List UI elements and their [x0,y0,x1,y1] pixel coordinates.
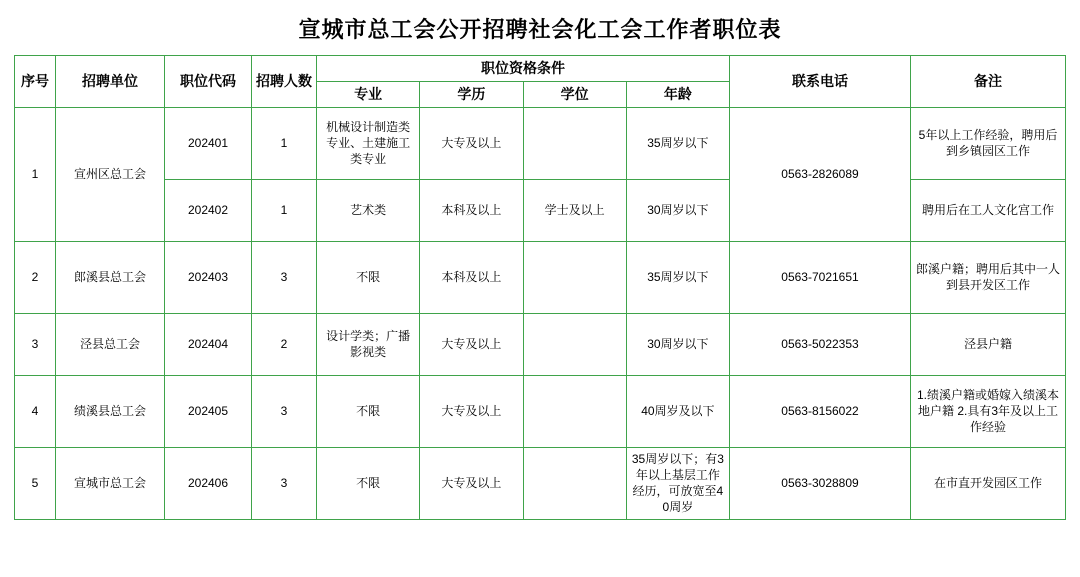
cell-seq: 4 [15,375,56,447]
cell-degree: 学士及以上 [523,179,626,241]
cell-code: 202401 [165,107,252,179]
cell-count: 3 [252,241,317,313]
cell-seq: 1 [15,107,56,241]
cell-unit: 泾县总工会 [56,313,165,375]
table-header [15,56,1066,108]
cell-remark: 5年以上工作经验，聘用后到乡镇园区工作 [911,107,1066,179]
cell-age: 35周岁以下 [626,241,729,313]
cell-count: 1 [252,179,317,241]
header-degree: 学位 [523,81,626,107]
cell-phone: 0563-2826089 [730,107,911,241]
table-row [15,107,1066,179]
table-row [15,447,1066,519]
cell-age: 30周岁以下 [626,179,729,241]
header-qualification-group: 职位资格条件 [317,56,730,82]
cell-degree [523,313,626,375]
cell-remark: 郎溪户籍；聘用后其中一人到县开发区工作 [911,241,1066,313]
cell-degree [523,447,626,519]
cell-major: 机械设计制造类专业、土建施工类专业 [317,107,420,179]
cell-education: 本科及以上 [420,241,523,313]
table-row [15,313,1066,375]
header-unit: 招聘单位 [56,56,165,108]
cell-phone: 0563-8156022 [730,375,911,447]
cell-remark: 在市直开发园区工作 [911,447,1066,519]
cell-code: 202402 [165,179,252,241]
cell-phone: 0563-3028809 [730,447,911,519]
cell-major: 艺术类 [317,179,420,241]
table-row [15,241,1066,313]
cell-remark: 聘用后在工人文化宫工作 [911,179,1066,241]
cell-major: 不限 [317,447,420,519]
cell-count: 3 [252,375,317,447]
job-positions-table [14,55,1066,520]
cell-age: 35周岁以下 [626,107,729,179]
cell-major: 设计学类；广播影视类 [317,313,420,375]
header-code: 职位代码 [165,56,252,108]
cell-count: 1 [252,107,317,179]
cell-phone: 0563-7021651 [730,241,911,313]
header-remark: 备注 [911,56,1066,108]
header-phone: 联系电话 [730,56,911,108]
cell-education: 大专及以上 [420,447,523,519]
header-count: 招聘人数 [252,56,317,108]
cell-age: 30周岁以下 [626,313,729,375]
cell-seq: 3 [15,313,56,375]
cell-age: 35周岁以下；有3年以上基层工作经历，可放宽至40周岁 [626,447,729,519]
cell-major: 不限 [317,241,420,313]
cell-degree [523,241,626,313]
cell-age: 40周岁及以下 [626,375,729,447]
cell-education: 大专及以上 [420,107,523,179]
cell-education: 本科及以上 [420,179,523,241]
cell-code: 202406 [165,447,252,519]
cell-unit: 宣城市总工会 [56,447,165,519]
table-body [15,107,1066,519]
header-age: 年龄 [626,81,729,107]
cell-education: 大专及以上 [420,375,523,447]
cell-education: 大专及以上 [420,313,523,375]
header-major: 专业 [317,81,420,107]
cell-major: 不限 [317,375,420,447]
cell-unit: 宣州区总工会 [56,107,165,241]
cell-count: 3 [252,447,317,519]
cell-phone: 0563-5022353 [730,313,911,375]
cell-code: 202403 [165,241,252,313]
cell-code: 202404 [165,313,252,375]
header-seq: 序号 [15,56,56,108]
cell-remark: 泾县户籍 [911,313,1066,375]
cell-count: 2 [252,313,317,375]
header-education: 学历 [420,81,523,107]
cell-degree [523,107,626,179]
cell-unit: 郎溪县总工会 [56,241,165,313]
table-row [15,375,1066,447]
cell-seq: 2 [15,241,56,313]
cell-code: 202405 [165,375,252,447]
cell-degree [523,375,626,447]
cell-unit: 绩溪县总工会 [56,375,165,447]
page-title: 宣城市总工会公开招聘社会化工会工作者职位表 [298,17,782,42]
header-row-1 [15,56,1066,82]
cell-seq: 5 [15,447,56,519]
cell-remark: 1.绩溪户籍或婚嫁入绩溪本地户籍 2.具有3年及以上工作经验 [911,375,1066,447]
